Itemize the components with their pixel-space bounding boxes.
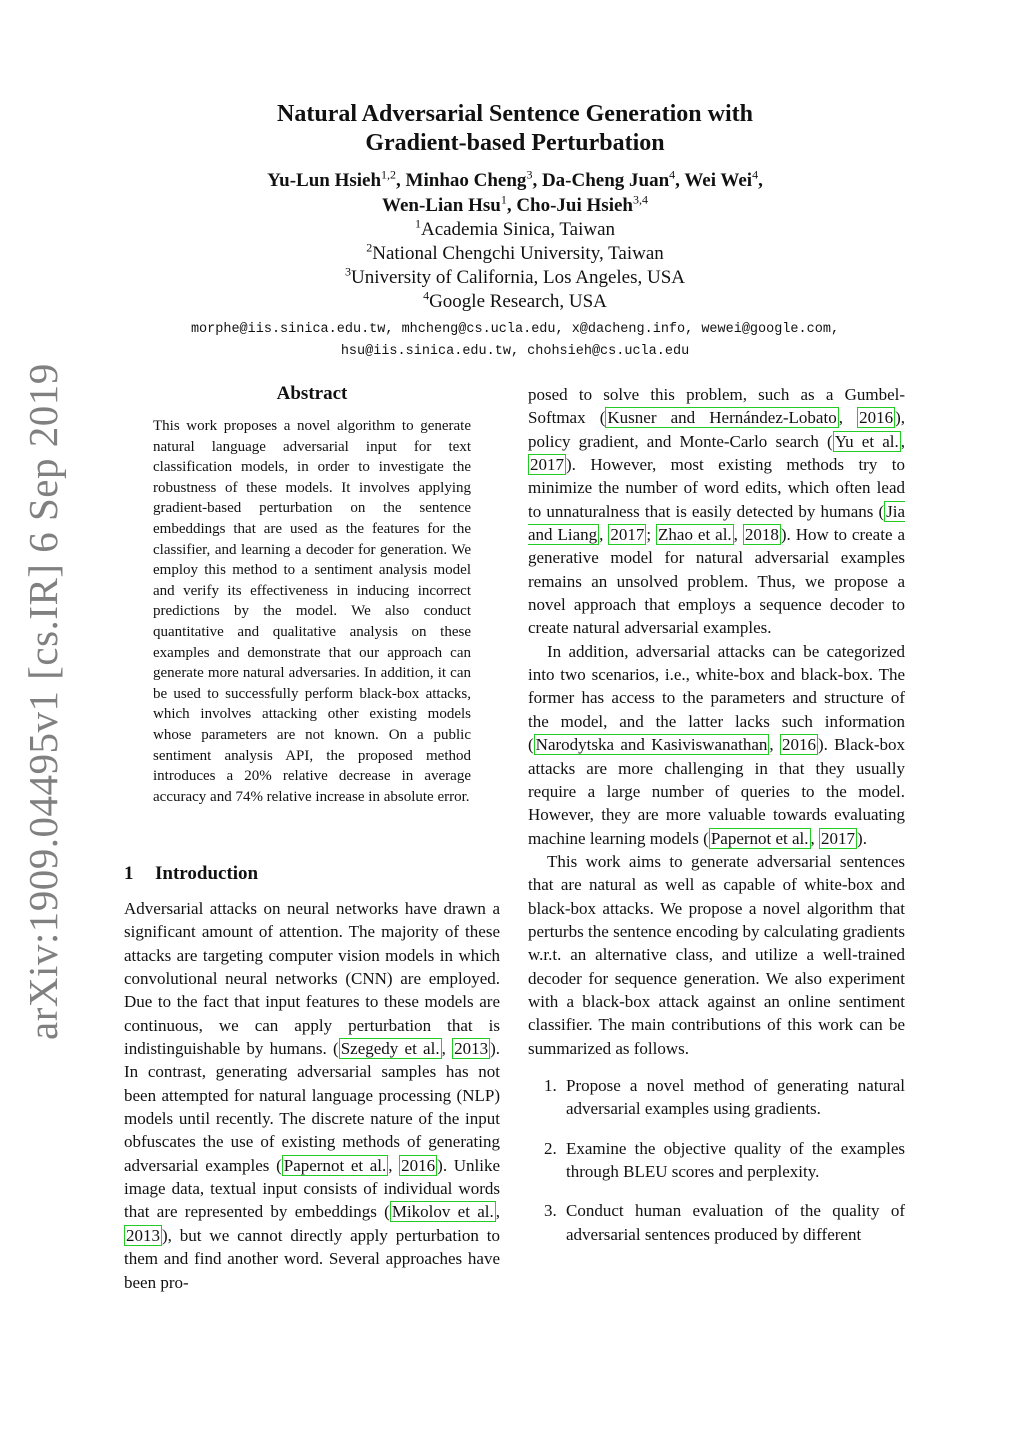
- citation-link[interactable]: Papernot et al.: [283, 1155, 387, 1175]
- contributions-list: [528, 1074, 905, 1246]
- citation-link[interactable]: 2016: [781, 735, 816, 755]
- right-column: [528, 383, 905, 1262]
- citation-link[interactable]: Jia and Liang: [528, 501, 905, 545]
- affiliation: $^3$University of California, Los Angeles, USA: [344, 264, 686, 288]
- title-line-1: Natural Adversarial Sentence Generation with: [277, 101, 753, 127]
- section-title: Introduction: [155, 863, 259, 884]
- list-item: 2. Examine the objective quality of the examples through BLEU scores and perplexity.: [544, 1138, 905, 1181]
- author-affil-sup: 4: [752, 167, 759, 182]
- author-name: Da-Cheng Juan: [541, 170, 670, 191]
- citation-link[interactable]: 2018: [744, 525, 779, 545]
- citation-link[interactable]: Kusner and Hernández-Lobato: [607, 408, 837, 428]
- author-emails: [100, 319, 930, 363]
- paper-header: [100, 100, 930, 363]
- author-name: Cho-Jui Hsieh: [516, 195, 633, 216]
- citation-link[interactable]: Zhao et al.: [658, 525, 732, 545]
- introduction-paragraph: Adversarial attacks on neural networks have drawn a significant amount of attention. The majority of these attacks are targeting computer vision models in which convolutional neural networks (CNN) are employed. Due to the fact that input features to these models are continuous, we can apply perturbation that is indistinguishable by humans. ( Szegedy et al. , 2013 ). In contrast, generating adversarial samples has not been attempted for natural language processing (NLP) models until recently. The discrete nature of the input obfuscates the use of existing methods of generating adversarial examples ( Papernot et al. , 2016 ). Unlike image data, textual input consists of individual words that are represented by embeddings ( Mikolov et al. , 2013 ), but we cannot directly apply perturbation to them and find another word. Several approaches have been pro-: [124, 899, 501, 1292]
- email-line-2: hsu@iis.sinica.edu.tw, chohsieh@cs.ucla.edu: [340, 344, 690, 359]
- citation-link[interactable]: 2017: [530, 455, 564, 475]
- author-name: Yu-Lun Hsieh: [267, 170, 382, 191]
- author-name: Wen-Lian Hsu: [382, 195, 501, 216]
- author-list: [100, 168, 930, 218]
- list-item: 1. Propose a novel method of generating natural adversarial examples using gradients.: [544, 1075, 905, 1119]
- author-name: Minhao Cheng: [405, 170, 527, 191]
- list-item: 3. Conduct human evaluation of the quality of adversarial sentences produced by different: [544, 1201, 905, 1244]
- paragraph: posed to solve this problem, such as a Gumbel-Softmax ( Kusner and Hernández-Lobato , 2016 ), policy gradient, and Monte-Carlo search ( Yu et al. , 2017 ). However, most existing methods try to minimize the number of word edits, which often lead to unnaturalness that is easily detected by humans ( Jia and Liang , 2017 ; Zhao et al. , 2018 ). How to create a generative model for natural adversarial examples remains an unsolved problem. Thus, we propose a novel approach that employs a sequence decoder to create natural adversarial examples.: [528, 385, 906, 638]
- author-line-1: Yu-Lun Hsieh$^{1,2}$, Minhao Cheng$^3$, Da-Cheng Juan$^4$, Wei Wei$^4$,: [267, 167, 763, 191]
- citation-link[interactable]: Szegedy et al.: [340, 1039, 440, 1059]
- author-affil-sup: 4: [669, 167, 676, 182]
- author-line-2: Wen-Lian Hsu$^1$, Cho-Jui Hsieh$^{3,4}$: [382, 192, 648, 216]
- citation-link[interactable]: Narodytska and Kasiviswanathan: [535, 735, 768, 755]
- citation-link[interactable]: Papernot et al.: [710, 828, 809, 848]
- author-name: Wei Wei: [684, 170, 753, 191]
- abstract-body: This work proposes a novel algorithm to generate natural language adversarial input for text classification models, in order to investigate the robustness of these models. It involves applying gradient-based perturbation on the sentence embeddings that are used as the features for the classifier, and learning a decoder for generation. We employ this method to a sentiment analysis model and verify its effectiveness in inducing incorrect predictions by the model. We also conduct quantitative and qualitative analysis on these examples and demonstrate that our approach can generate more natural adversaries. In addition, it can be used to successfully perform black-box attacks, which involves attacking other existing models whose parameters are not known. On a public sentiment analysis API, the proposed method introduces a 20% relative decrease in average accuracy and 74% relative increase in absolute error.: [153, 418, 471, 805]
- abstract-heading: Abstract: [276, 383, 348, 404]
- citation-link[interactable]: 2017: [610, 525, 645, 545]
- citation-link[interactable]: 2016: [859, 408, 894, 428]
- citation-link[interactable]: 2013: [126, 1225, 160, 1245]
- author-affil-sup: 3: [526, 167, 533, 182]
- title-line-2: Gradient-based Perturbation: [365, 130, 665, 156]
- citation-link[interactable]: 2013: [454, 1039, 489, 1059]
- affiliation: $^4$Google Research, USA: [423, 288, 607, 312]
- author-affil-sup: 3,4: [632, 192, 648, 207]
- paper-title: [100, 100, 930, 158]
- paragraph: In addition, adversarial attacks can be categorized into two scenarios, i.e., white-box and black-box. The former has access to the parameters and structure of the model, and the latter lacks such information ( Narodytska and Kasiviswanathan , 2016 ). Black-box attacks are more challenging in that they usually require a large number of queries to the model. However, they are more valuable towards evaluating machine learning models ( Papernot et al. , 2017 ).: [528, 641, 905, 848]
- list-number: 3.: [544, 1201, 557, 1221]
- arxiv-stamp: arXiv:1909.04495v1 [cs.IR] 6 Sep 2019: [20, 363, 66, 1040]
- list-number: 2.: [544, 1138, 557, 1158]
- citation-link[interactable]: 2016: [401, 1155, 436, 1175]
- affiliation: $^2$National Chengchi University, Taiwan: [366, 240, 664, 264]
- author-affil-sup: 1,2: [381, 167, 397, 182]
- affiliation: $^1$Academia Sinica, Taiwan: [414, 216, 616, 240]
- list-number: 1.: [544, 1075, 557, 1095]
- citation-link[interactable]: Yu et al.: [834, 431, 899, 451]
- citation-link[interactable]: 2017: [821, 828, 856, 848]
- paragraph: This work aims to generate adversarial sentences that are natural as well as capable of white-box and black-box attacks. We propose a novel algorithm that perturbs the sentence encoding by calculating gradients w.r.t. an alternative class, and utilize a well-trained decoder for sequence generation. We also experiment with a black-box attack against an online sentiment classifier. The main contributions of this work can be summarized as follows.: [528, 851, 905, 1058]
- section-heading-introduction: [124, 863, 258, 885]
- citation-link[interactable]: Mikolov et al.: [391, 1202, 494, 1222]
- section-number: 1: [124, 863, 134, 884]
- email-line-1: morphe@iis.sinica.edu.tw, mhcheng@cs.ucla.edu, x@dacheng.info, wewei@google.com,: [190, 322, 840, 337]
- author-affil-sup: 1: [500, 192, 507, 207]
